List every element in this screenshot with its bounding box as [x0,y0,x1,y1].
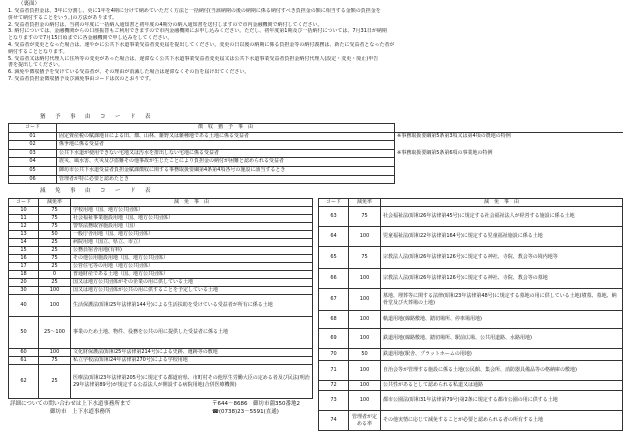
code-cell: 04 [9,158,57,167]
rate-cell: 100 [349,289,381,311]
reason-cell: 国又は地方公共団体が公共の用に供することを予定している土地 [71,287,313,295]
rate-cell: 100 [349,381,381,391]
code-cell: 12 [9,223,39,231]
note-cell [395,175,623,184]
rate-cell: 25～100 [39,317,71,349]
table-row [319,349,623,361]
code-cell: 20 [9,279,39,287]
rate-cell: 100 [349,361,381,381]
rate-cell: 25 [39,365,71,399]
table-row [9,365,313,399]
table-row [319,381,623,391]
rate-cell: 75 [39,215,71,223]
table-header-row [9,124,623,133]
reason-cell: 警察法務取容施設用地（国） [71,223,313,231]
reason-cell: 事業のため土地、物件、役務を公共の用に提供した受益者に係る土地 [71,317,313,349]
table-row [319,329,623,349]
note-line: 書を提出してください。 [8,62,64,69]
footer-address [212,400,300,416]
col-code: コード [9,124,57,133]
table-row [9,158,623,167]
rate-cell: 100 [39,287,71,295]
code-cell: 16 [9,255,39,263]
code-cell: 73 [319,391,349,411]
reason-cell: 管理者が特に必要と認めたとき [57,175,395,184]
code-cell: 50 [9,317,39,349]
table-row [9,263,313,271]
reason-cell: 病院用地（国立、県立、市立） [71,239,313,247]
reason-cell: 社会福祉事業施設用地（国、地方公共団体） [71,215,313,223]
reason-cell: 自治会等が管理する施設に係る土地(公民館、集会所、消防器具備品等の格納庫の敷地) [381,361,623,381]
code-cell: 06 [9,175,57,184]
col-code: コード [9,199,39,207]
footer-contact [10,400,131,416]
reason-cell: 私立学校法(昭和24年法律第270号)による学校用地 [71,357,313,365]
table-row [9,295,313,317]
note-line: 2. 受益者負担金の納付は、当初の年度に一括納入通知書と初年度の4期分の納入通知書を送付しますので市内金融機関で納付してください。 [8,21,323,28]
rate-cell: 25 [39,239,71,247]
code-cell: 17 [9,263,39,271]
table-row [9,166,623,175]
code-cell: 18 [9,271,39,279]
rate-cell: 75 [39,255,71,263]
code-cell: 03 [9,149,57,158]
reason-cell: 宗教法人法(昭和26年法律第126号)に規定する神社、寺院、教会等の境内地等 [381,247,623,269]
exemption-table-left [8,198,313,399]
code-cell: 30 [9,287,39,295]
table-row [9,255,313,263]
reason-cell: 普通財産である土地（国、地方公共団体） [71,271,313,279]
table-row [9,149,623,158]
note-cell [395,166,623,175]
exemption-table-title: 減 免 事 由 コ ー ド 表 [40,188,153,194]
reason-cell: 鉄道用地(駅舎、プラットホームの用地) [381,349,623,361]
reason-cell: 墓地、埋葬等に関する法律(昭和23年法律第48号)に規定する墓地の用に供している土地(墳墓、墓地、納骨堂及び火葬場の土地) [381,289,623,311]
reason-cell: 都市公園法(昭和31年法律第79号)第2条に規定する都市公園の用に供する土地 [381,391,623,411]
code-cell: 10 [9,207,39,215]
code-cell: 69 [319,329,349,349]
note-cell [395,158,623,167]
rate-cell: 50 [349,349,381,361]
table-row [9,141,623,150]
table-row [319,361,623,381]
table-row [9,247,313,255]
reason-cell: 医療法(昭和23年法律第205号)に規定する都道府県、市町村その他厚生労働大臣の定める者及び民法(明治29年法律第89号)が規定する公益法人が開設する病院用地(合併医療機関) [71,365,313,399]
table-row [319,391,623,411]
table-row [9,231,313,239]
code-cell: 05 [9,166,57,175]
note-line: 納付することとなります。 [8,48,68,55]
note-line: 4. 受益者が変更となった場合は、速やかに公共下水道事業受益者変更届を提出してください。変更の日以後の納期に係る負担金等の納付義務は、新たに受益者となった者が [8,41,395,48]
note-cell: ※事務取扱要綱第5条第3項又は第4項の農地の特例 [397,132,511,139]
col-reason: 減 免 事 由 [381,199,623,207]
col-rate: 減免率 [39,199,71,207]
note-line: 1. 受益者負担金は、3年に分割し、更に1年を4期に分けて納めていただく方法と一括納付(当該納期の後の納期に係る納付すべき負担金の額に相当する金額の負担金を [8,8,381,14]
rate-cell: 75 [349,247,381,269]
rate-cell: 25 [39,247,71,255]
code-cell: 71 [319,361,349,381]
footer-postal: 〒644－8686 御坊市薗350番地2 [212,401,300,407]
table-row [9,287,313,295]
code-cell: 15 [9,247,39,255]
code-cell: 14 [9,239,39,247]
table-row [319,411,623,431]
code-cell: 62 [9,365,39,399]
reason-cell: 公共性があるとして認められる私道又は通路 [381,381,623,391]
table-row [319,289,623,311]
reason-cell: 軌道用地(線路敷地、踏切場所、停車場用地) [381,311,623,329]
rate-cell: 25 [39,263,71,271]
notes-list [8,8,622,83]
col-reason: 減 免 事 由 [71,199,313,207]
rate-cell: 100 [39,295,71,317]
table-row [319,247,623,269]
code-cell: 40 [9,295,39,317]
reason-cell: 鉄道用地(線路敷地、踏切場所、駅前広場、公共用道路、水路用地) [381,329,623,349]
code-cell: 02 [9,141,57,150]
note-line: 5. 受益者又は納付代理人に住所等の変更があった場合は、遅滞なく公共下水道事業受益者変更届又は公共下水道事業受益者負担金納付代理人(設定・変更・廃止)申告 [8,55,379,62]
table-row [9,132,623,141]
rate-cell: 100 [349,391,381,411]
reason-cell: 公営住宅等の用地（地方公共団体） [71,263,313,271]
footer-phone: ☎(0738)23－5591(直通) [212,409,279,415]
code-cell: 65 [319,247,349,269]
reason-cell: 国又は地方公共団体がその企業の用に供している土地 [71,279,313,287]
reason-cell: 生活保護法(昭和25年法律第144号)による生活扶助を受けている受益者が所有に係る土地 [71,295,313,317]
footer-contact-label: 詳細についての問い合わせは上下水道事務所まで [10,401,131,407]
table-row [319,311,623,329]
rate-cell: 75 [39,357,71,365]
reason-cell: 学校用地（国、地方公共団体） [71,207,313,215]
rate-cell: 75 [39,207,71,215]
rate-cell: 100 [39,349,71,357]
table-row [9,349,313,357]
deferral-table-title: 猶 予 事 由 コ ー ド 表 [40,114,153,120]
code-cell: 11 [9,215,39,223]
code-cell: 61 [9,357,39,365]
side-label: （裏面） [18,1,41,7]
rate-cell: 50 [39,231,71,239]
col-reason: 徴 収 猶 予 事 由 [57,124,395,133]
table-row [9,215,313,223]
rate-cell: 0 [39,271,71,279]
code-cell: 01 [9,132,57,141]
reason-cell: 児童福祉法(昭和22年法律第164号)に規定する児童福祉施設に係る土地 [381,227,623,247]
reason-cell: 係争地に係る受益者 [57,141,395,150]
reason-cell: 文化財保護法(昭和25年法律第214号)による史跡、遺跡等の敷地 [71,349,313,357]
rate-cell: 75 [349,207,381,227]
code-cell: 66 [319,269,349,289]
table-row [9,239,313,247]
rate-cell: 25 [39,279,71,287]
reason-cell: 宗教法人法(昭和26年法律第126号)に規定する神社、寺院、教会等の墓地 [381,269,623,289]
table-header-row [9,199,313,207]
code-cell: 72 [319,381,349,391]
code-cell: 60 [9,349,39,357]
code-cell: 70 [319,349,349,361]
table-row [9,317,313,349]
reason-cell: 震災、風水害、火災及び盗難その他事故が生じたことにより負担金の納付が困難と認められる受益者 [57,158,395,167]
reason-cell: 公務員宿舎用地(有料) [71,247,313,255]
code-cell: 67 [319,289,349,311]
reason-cell: 公共下水道が使用できない宅地又は汚水を排出しない宅地に係る受益者 [57,149,395,158]
code-cell: 63 [319,207,349,227]
reason-cell: 一般庁舎用地（国、地方公共団体） [71,231,313,239]
note-column-head [395,124,623,133]
code-cell: 74 [319,411,349,431]
table-row [9,223,313,231]
exemption-table-right [318,198,623,431]
rate-cell: 100 [349,227,381,247]
note-line: 6. 減免や徴収猶予を受けている受益者が、その理由が消滅した場合は遅滞なくその旨を届け出てください。 [8,69,250,76]
table-row [9,175,623,184]
footer-org: 御坊市 上下水道事務所 [50,409,111,415]
rate-cell: 管理者が定める率 [349,411,381,431]
reason-cell: その他実情に応じて減免することが必要と認められる者の所有する土地 [381,411,623,431]
rate-cell: 75 [39,223,71,231]
table-header-row [319,199,623,207]
code-cell: 64 [319,227,349,247]
table-row [319,207,623,227]
note-line: 7. 受益者負担金徴収猶予及び減免事由コードは次のとおりです。 [8,75,154,82]
rate-cell: 100 [349,329,381,349]
reason-cell: 固定資産税の賦課地目による田、畑、山林、雑野又は雑種地である土地に係る受益者 [57,132,395,141]
table-row [9,279,313,287]
note-line: 併せて納付することをいう。)の方法があります。 [8,14,118,21]
reason-cell: 社会福祉法(昭和26年法律第45号)に規定する社会福祉法人が経営する施設に係る土地 [381,207,623,227]
col-code: コード [319,199,349,207]
note-cell: ※事務取扱要綱第5条第6項の事業地の特例 [397,149,493,156]
deferral-table [8,123,623,184]
table-row [9,271,313,279]
note-cell [395,141,623,150]
col-rate: 減免率 [349,199,381,207]
table-row [9,207,313,215]
reason-cell: その他公用施設用地（国、地方公共団体） [71,255,313,263]
note-line: となりますので7月15日頃までに各金融機関で申し込みをしてください。 [8,35,173,42]
code-cell: 68 [319,311,349,329]
table-row [319,227,623,247]
table-row [319,269,623,289]
reason-cell: 御坊市公共下水道受益者負担金賦課徴収に関する事務取扱要綱第4条第4項各号の施設に該当するとき [57,166,395,175]
rate-cell: 100 [349,269,381,289]
note-line: 3. 納付については、金融機関からの口座振替もご利用できますので市内金融機関にお申し込みください。ただし、初年度第1期及び一括納付については、7月31日が納期 [8,28,387,35]
rate-cell: 100 [349,311,381,329]
code-cell: 13 [9,231,39,239]
table-row [9,357,313,365]
